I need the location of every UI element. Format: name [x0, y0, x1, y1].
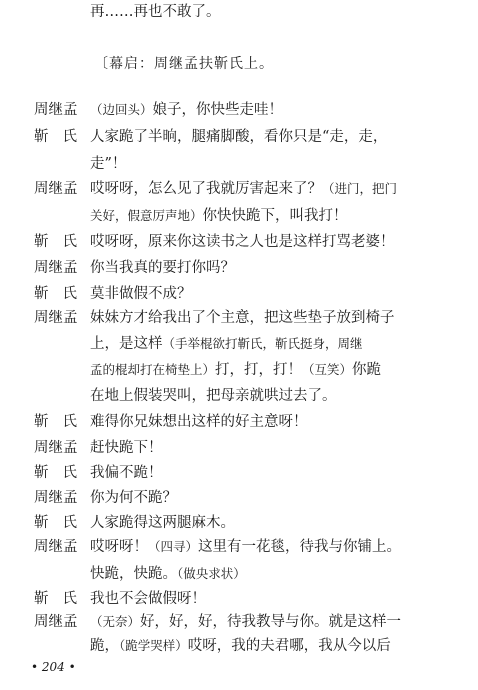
- spoken-text: 你跪: [352, 362, 382, 378]
- dialogue-line: [90, 587, 206, 608]
- dialogue-line: [90, 306, 395, 327]
- dialogue-line: [90, 461, 163, 482]
- dialogue-line: [90, 0, 221, 21]
- speaker-name: 靳氏: [34, 591, 91, 607]
- stage-direction: （跪学哭样）: [119, 638, 188, 653]
- stage-direction: （手举棍欲打靳氏，靳氏挺身，周继: [162, 336, 363, 351]
- speaker-name: 周继孟: [34, 181, 78, 197]
- spoken-text: 走”！: [90, 156, 127, 172]
- dialogue-line: [90, 384, 337, 405]
- spoken-text: 难得你兄妹想出这样的好主意呀！: [90, 414, 308, 430]
- dialogue-line: [90, 230, 395, 251]
- dialogue-line: [90, 125, 387, 146]
- spoken-text: 哎呀呀！: [90, 539, 148, 555]
- page-number: • 204 •: [31, 660, 76, 674]
- spoken-text: 哎呀呀，怎么见了我就厉害起来了？: [90, 181, 322, 197]
- spoken-text: 我也不会做假呀！: [90, 591, 206, 607]
- speaker-name: 周继孟: [34, 539, 78, 555]
- stage-direction: 孟的棍却打在椅垫上）: [90, 362, 216, 377]
- spoken-text: 打，打，打！: [215, 362, 303, 378]
- spoken-text: 我偏不跪！: [90, 465, 163, 481]
- dialogue-line: [90, 634, 391, 655]
- speaker-name: 周继孟: [34, 440, 78, 456]
- dialogue-line: [90, 511, 235, 532]
- stage-direction: （边回头）: [90, 102, 153, 117]
- spoken-text: 快跪，快跪。: [90, 566, 177, 582]
- spoken-text: 上，是这样: [90, 336, 163, 352]
- spoken-text: 跪，: [90, 638, 119, 654]
- dialogue-line: [90, 486, 177, 507]
- dialogue-line: [90, 256, 235, 277]
- dialogue-line: [90, 535, 401, 556]
- speaker-name: 靳氏: [34, 129, 91, 145]
- speaker-name: 周继孟: [34, 310, 78, 326]
- spoken-text: 你当我真的要打你吗？: [90, 260, 235, 276]
- speaker-name: 靳氏: [34, 465, 91, 481]
- speaker-name: 靳氏: [34, 286, 91, 302]
- speaker-name: 周继孟: [34, 260, 78, 276]
- spoken-text: 人家跪了半晌，腿痛脚酸，看你只是“走，走，: [90, 129, 388, 145]
- speaker-name: 靳氏: [34, 515, 91, 531]
- spoken-text: 莫非做假不成？: [90, 286, 192, 302]
- spoken-text: 这里有一花毯，待我与你铺上。: [198, 539, 402, 555]
- dialogue-line: [90, 410, 308, 431]
- spoken-text: 好，好，好，待我教导与你。就是这样一: [140, 614, 402, 630]
- spoken-text: 哎呀，我的夫君哪，我从今以后: [187, 638, 391, 654]
- stage-direction: （做央求状）: [177, 566, 246, 581]
- stage-direction-opening: 〔幕启：周继孟扶靳氏上。: [94, 56, 274, 72]
- spoken-text: 人家跪得这两腿麻木。: [90, 515, 235, 531]
- dialogue-line: [90, 332, 363, 353]
- speaker-name: 靳氏: [34, 414, 91, 430]
- dialogue-line: [90, 177, 397, 198]
- speaker-name: 周继孟: [34, 614, 78, 630]
- dialogue-line: [90, 436, 163, 457]
- spoken-text: 哎呀呀，原来你这读书之人也是这样打骂老婆！: [90, 234, 395, 250]
- dialogue-line: [90, 282, 192, 303]
- spoken-text: 娘子，你快些走哇！: [152, 102, 284, 118]
- speaker-name: 靳氏: [34, 234, 91, 250]
- spoken-text: 赶快跪下！: [90, 440, 163, 456]
- stage-direction: （无奈）: [90, 614, 141, 629]
- speaker-name: 周继孟: [34, 102, 78, 118]
- spoken-text: 再……再也不敢了。: [90, 4, 221, 20]
- spoken-text: 你快快跪下，叫我打！: [202, 208, 348, 224]
- speaker-name: 周继孟: [34, 490, 78, 506]
- dialogue-line: [90, 610, 401, 631]
- stage-direction: （四寻）: [148, 539, 199, 554]
- dialogue-line: [90, 204, 348, 225]
- stage-direction: （互笑）: [302, 362, 353, 377]
- stage-direction: （进门，把门: [322, 181, 398, 196]
- dialogue-line: [90, 358, 381, 379]
- stage-direction: 关好，假意厉声地）: [90, 208, 203, 223]
- dialogue-line: [90, 562, 246, 583]
- spoken-text: 你为何不跪？: [90, 490, 177, 506]
- spoken-text: 在地上假装哭叫，把母亲就哄过去了。: [90, 388, 337, 404]
- spoken-text: 妹妹方才给我出了个主意，把这些垫子放到椅子: [90, 310, 395, 326]
- dialogue-line: [90, 152, 126, 173]
- dialogue-line: [90, 98, 283, 119]
